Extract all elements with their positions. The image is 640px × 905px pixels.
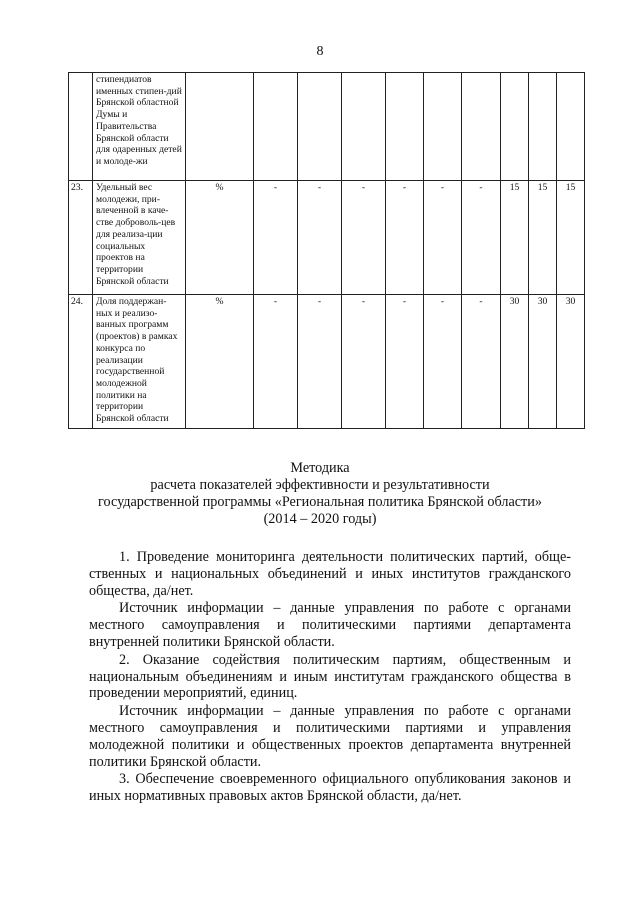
heading-line-2: расчета показателей эффективности и результативности: [150, 477, 490, 493]
methodology-heading: [0, 460, 640, 528]
unit-cell: [186, 73, 254, 181]
value-cell: -: [254, 295, 298, 429]
value-cell: 15: [557, 181, 585, 295]
paragraph-4: Источник информации – данные управления по работе с органами местного самоуправления и политическими партиями и управления молодежной политики и общественных проектов департамента внутренней политики Брянской области.: [89, 703, 571, 770]
value-cell: [529, 73, 557, 181]
paragraph-5: 3. Обеспечение своевременного официального опубликования законов и иных нормативных правовых актов Брянской области, да/нет.: [89, 771, 571, 805]
value-cell: -: [424, 181, 462, 295]
value-cell: -: [462, 295, 501, 429]
value-cell: 15: [501, 181, 529, 295]
value-cell: -: [386, 181, 424, 295]
heading-title: Методика: [290, 460, 350, 476]
value-cell: [462, 73, 501, 181]
value-cell: -: [298, 181, 342, 295]
table-row: [69, 73, 585, 181]
value-cell: 15: [529, 181, 557, 295]
indicator-name: Доля поддержан-ных и реализо-ванных программ (проектов) в рамках конкурса по реализации государственной молодежной политики на территории Брянской области: [93, 295, 186, 429]
row-number: 24.: [69, 295, 93, 429]
value-cell: -: [254, 181, 298, 295]
value-cell: [557, 73, 585, 181]
table-row: [69, 295, 585, 429]
value-cell: -: [298, 295, 342, 429]
page-number: 8: [316, 44, 324, 59]
value-cell: [424, 73, 462, 181]
value-cell: -: [342, 181, 386, 295]
value-cell: [386, 73, 424, 181]
value-cell: 30: [501, 295, 529, 429]
value-cell: -: [386, 295, 424, 429]
row-number: 23.: [69, 181, 93, 295]
row-number: [69, 73, 93, 181]
value-cell: [254, 73, 298, 181]
indicator-name: стипендиатов именных стипен-дий Брянской областной Думы и Правительства Брянской области для одаренных детей и молоде-жи: [93, 73, 186, 181]
value-cell: [298, 73, 342, 181]
unit-cell: %: [186, 181, 254, 295]
heading-line-4: (2014 – 2020 годы): [263, 511, 377, 527]
heading-line-3: государственной программы «Региональная политика Брянской области»: [98, 494, 542, 510]
indicator-name: Удельный вес молодежи, при-влеченной в каче-стве доброволь-цев для реализа-ции социальных проектов на территории Брянской области: [93, 181, 186, 295]
unit-cell: %: [186, 295, 254, 429]
value-cell: 30: [557, 295, 585, 429]
paragraph-3: 2. Оказание содействия политическим партиям, общественным и национальным объединениям и иным институтам гражданского общества в проведении мероприятий, единиц.: [89, 651, 571, 702]
methodology-body: [89, 549, 571, 806]
table-row: [69, 181, 585, 295]
paragraph-2: Источник информации – данные управления по работе с органами местного самоуправления и политическими партиями департамента внутренней политики Брянской области.: [89, 600, 571, 650]
value-cell: [342, 73, 386, 181]
value-cell: 30: [529, 295, 557, 429]
value-cell: -: [424, 295, 462, 429]
value-cell: -: [342, 295, 386, 429]
paragraph-1: 1. Проведение мониторинга деятельности политических партий, обще-ственных и национальных объединений и иных институтов гражданского общества, да/нет.: [89, 549, 571, 599]
value-cell: [501, 73, 529, 181]
indicators-table: [68, 72, 585, 429]
value-cell: -: [462, 181, 501, 295]
